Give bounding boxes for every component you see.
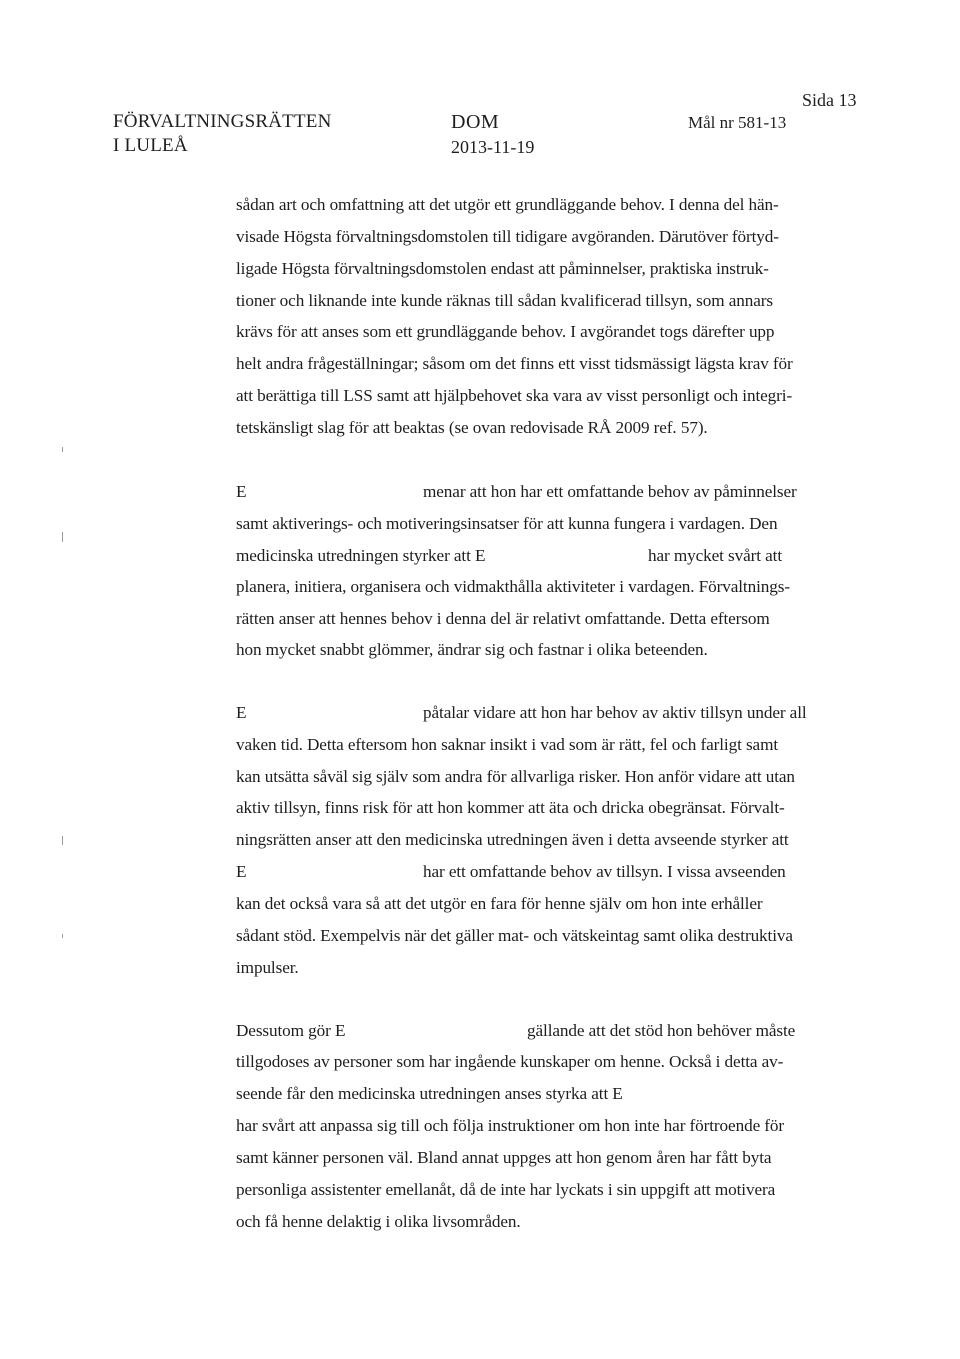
text-line: har svårt att anpassa sig till och följa instruktioner om hon inte har förtroende för: [236, 1116, 785, 1135]
text-line: och få henne delaktig i olika livsområden.: [236, 1212, 521, 1231]
document-type: DOM: [451, 111, 500, 133]
text-line: gällande att det stöd hon behöver måste: [527, 1021, 796, 1040]
text-line: personliga assistenter emellanåt, då de inte har lyckats i sin uppgift att motivera: [236, 1180, 776, 1199]
text-line: har ett omfattande behov av tillsyn. I vissa avseenden: [423, 862, 786, 881]
text-line: kan utsätta såväl sig själv som andra för allvarliga risker. Hon anför vidare att utan: [236, 767, 795, 786]
text-line: medicinska utredningen styrker att E: [236, 546, 486, 565]
text-line: sådan art och omfattning att det utgör ett grundläggande behov. I denna del hän-: [236, 195, 779, 214]
scan-mark: [62, 532, 63, 542]
redacted-name: E: [236, 703, 247, 722]
court-location: I LULEÅ: [113, 135, 188, 156]
case-number: Mål nr 581-13: [688, 113, 787, 132]
scan-mark: [62, 836, 63, 845]
text-line: ligade Högsta förvaltningsdomstolen endast att påminnelser, praktiska instruk-: [236, 259, 769, 278]
text-line: Dessutom gör E: [236, 1021, 346, 1040]
text-line: tetskänsligt slag för att beaktas (se ovan redovisade RÅ 2009 ref. 57).: [236, 418, 708, 437]
text-line: seende får den medicinska utredningen anses styrka att E: [236, 1084, 623, 1103]
text-line: att berättiga till LSS samt att hjälpbehovet ska vara av visst personligt och integri-: [236, 386, 793, 405]
text-line: påtalar vidare att hon har behov av aktiv tillsyn under all: [423, 703, 807, 722]
text-line: rätten anser att hennes behov i denna del är relativt omfattande. Detta eftersom: [236, 609, 770, 628]
redacted-name: E: [236, 862, 247, 881]
text-line: samt aktiverings- och motiveringsinsatser för att kunna fungera i vardagen. Den: [236, 514, 778, 533]
text-line: samt känner personen väl. Bland annat uppges att hon genom åren har fått byta: [236, 1148, 772, 1167]
text-line: helt andra frågeställningar; såsom om det finns ett visst tidsmässigt lägsta krav för: [236, 354, 793, 373]
page-number: Sida 13: [802, 90, 857, 110]
court-name: FÖRVALTNINGSRÄTTEN: [113, 111, 332, 132]
text-line: sådant stöd. Exempelvis när det gäller mat- och vätskeintag samt olika destruktiva: [236, 926, 793, 945]
text-line: visade Högsta förvaltningsdomstolen till tidigare avgöranden. Därutöver förtyd-: [236, 227, 779, 246]
scan-mark: [62, 447, 63, 452]
text-line: impulser.: [236, 958, 299, 977]
scan-mark: [62, 934, 63, 938]
redacted-name: E: [236, 482, 247, 501]
text-line: tioner och liknande inte kunde räknas till sådan kvalificerad tillsyn, som annars: [236, 291, 773, 310]
text-line: menar att hon har ett omfattande behov av påminnelser: [423, 482, 797, 501]
text-line: aktiv tillsyn, finns risk för att hon kommer att äta och dricka obegränsat. Förvalt-: [236, 798, 785, 817]
text-line: tillgodoses av personer som har ingående kunskaper om henne. Också i detta av-: [236, 1052, 784, 1071]
text-line: har mycket svårt att: [648, 546, 783, 565]
text-line: ningsrätten anser att den medicinska utredningen även i detta avseende styrker att: [236, 830, 789, 849]
text-line: vaken tid. Detta eftersom hon saknar insikt i vad som är rätt, fel och farligt samt: [236, 735, 779, 754]
text-line: kan det också vara så att det utgör en fara för henne själv om hon inte erhåller: [236, 894, 763, 913]
text-line: planera, initiera, organisera och vidmakthålla aktiviteter i vardagen. Förvaltnings-: [236, 577, 790, 596]
text-line: krävs för att anses som ett grundläggande behov. I avgörandet togs därefter upp: [236, 322, 775, 341]
document-date: 2013-11-19: [451, 137, 535, 157]
text-line: hon mycket snabbt glömmer, ändrar sig och fastnar i olika beteenden.: [236, 640, 708, 659]
